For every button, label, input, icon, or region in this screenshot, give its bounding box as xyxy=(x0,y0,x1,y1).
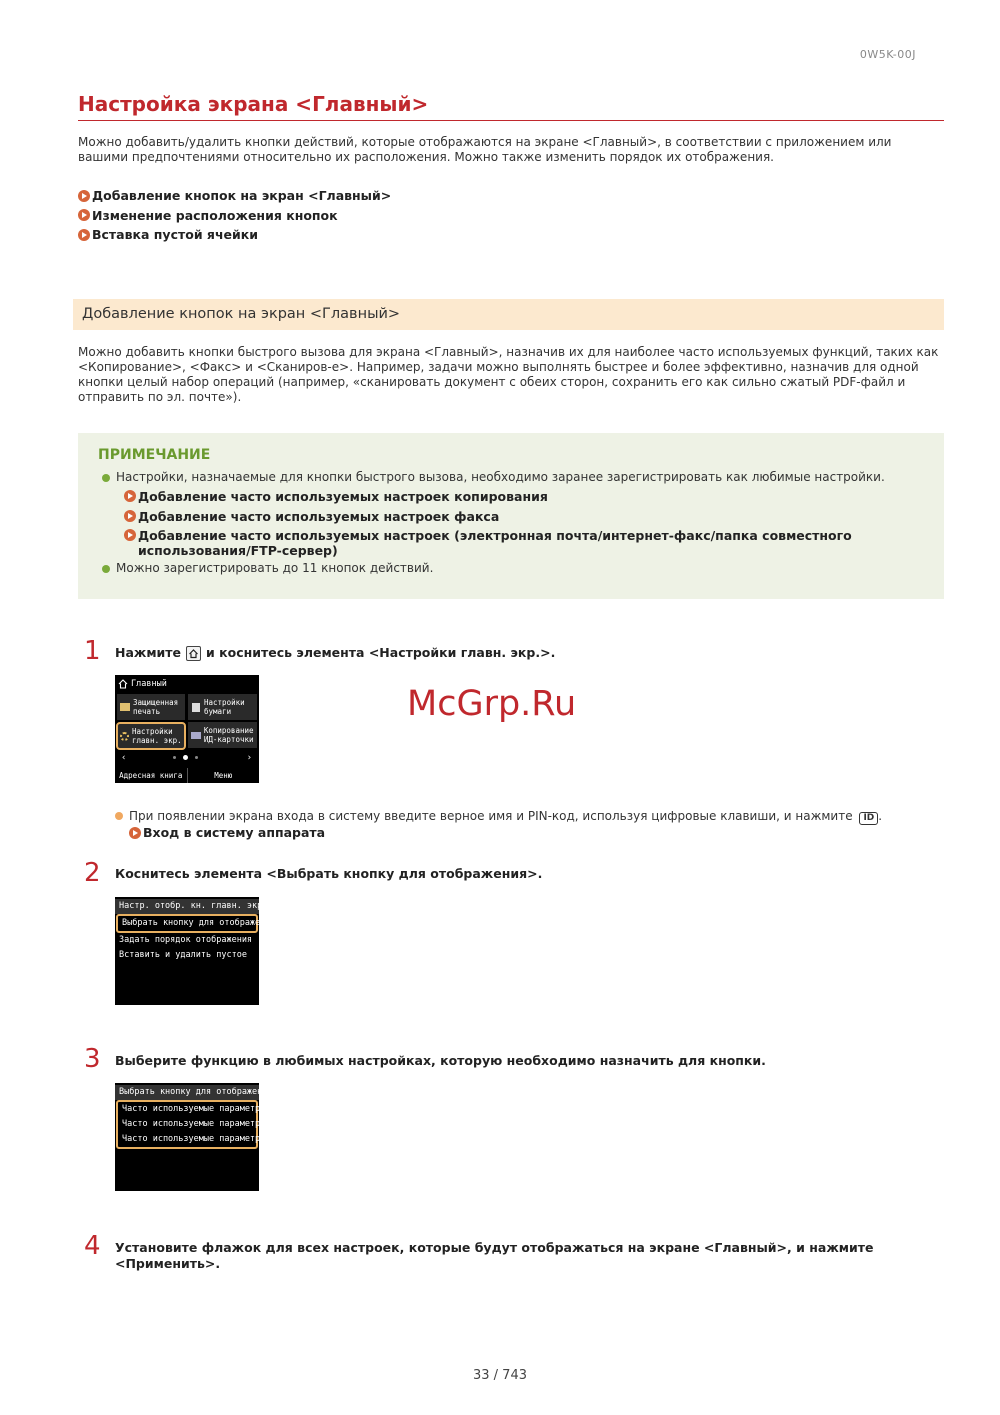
arrow-circle-icon xyxy=(124,490,136,502)
arrow-circle-icon xyxy=(78,209,90,221)
note-link-scan[interactable]: Добавление часто используемых настроек (электронная почта/интернет-факс/папка совместного использования/FTP-сервер) xyxy=(124,528,924,558)
step-number: 3 xyxy=(84,1044,101,1074)
toc-list xyxy=(78,186,944,245)
step-number: 4 xyxy=(84,1231,101,1261)
arrow-circle-icon xyxy=(129,827,141,839)
lcd-item-order[interactable]: Задать порядок отображения xyxy=(119,935,253,945)
intro-text: Можно добавить/удалить кнопки действий, которые отображаются на экране <Главный>, в соответствии с приложением или вашими предпочтениями относительно их расположения. Можно также изменить порядок их отображения. xyxy=(78,135,892,164)
toc-link-blank-cell[interactable]: Вставка пустой ячейки xyxy=(78,225,944,245)
lcd-item-copy-fav[interactable]: Часто используемые параметры к xyxy=(122,1104,276,1114)
watermark: McGrp.Ru xyxy=(407,684,577,724)
note-links xyxy=(124,489,924,563)
step-number: 1 xyxy=(84,636,101,666)
lcd-footer xyxy=(115,768,259,783)
lcd-header: Главный xyxy=(115,675,259,692)
lcd-button-home-settings[interactable]: Настройки главн. экр. xyxy=(116,722,186,750)
lcd-button-secure-print[interactable]: Защищенная печать xyxy=(117,694,185,720)
step-1-tip-link[interactable]: Вход в систему аппарата xyxy=(129,823,325,842)
note-link-fax[interactable]: Добавление часто используемых настроек факса xyxy=(124,509,924,524)
toc-link-add-buttons[interactable]: Добавление кнопок на экран <Главный> xyxy=(78,186,944,206)
step-4-text: Установите флажок для всех настроек, которые будут отображаться на экране <Главный>, и нажмите <Применить>. xyxy=(115,1240,874,1271)
bullet-dot-icon xyxy=(102,565,110,573)
settings-screen-lcd xyxy=(115,897,276,1005)
chevron-right-icon[interactable]: › xyxy=(246,753,252,763)
section-title: Добавление кнопок на экран <Главный> xyxy=(82,306,401,322)
paper-icon xyxy=(192,703,200,712)
note-bullet: Настройки, назначаемые для кнопки быстрого вызова, необходимо заранее зарегистрировать как любимые настройки. xyxy=(102,470,932,485)
arrow-circle-icon xyxy=(78,190,90,202)
arrow-circle-icon xyxy=(124,529,136,541)
pager-dot xyxy=(173,756,176,759)
pager-dot-active xyxy=(183,755,188,760)
lcd-item-select-button[interactable]: Выбрать кнопку для отображения xyxy=(116,914,258,933)
section-text: Можно добавить кнопки быстрого вызова для экрана <Главный>, назначив их для наиболее часто используемых функций, таких как <Копирование>, <Факс> и <Сканиров-е>. Например, задачи можно выполнять быстрее и более эффективно, назначив для одной кнопки целый набор операций (например, «сканировать документ с обеих сторон, сохранить его как сильно сжатый PDF-файл и отправить по эл. почте»). xyxy=(78,345,939,404)
bullet-dot-icon xyxy=(102,474,110,482)
lcd-menu-button[interactable]: Меню xyxy=(214,771,233,780)
pager-dot xyxy=(195,756,198,759)
toc-link-rearrange[interactable]: Изменение расположения кнопок xyxy=(78,206,944,226)
lcd-item-scan-fav[interactable]: Часто используемые параметры с xyxy=(122,1134,276,1144)
lcd-favorites-group xyxy=(116,1100,276,1149)
note-bullet: Можно зарегистрировать до 11 кнопок действий. xyxy=(102,561,932,576)
lcd-button-paper-settings[interactable]: Настройки бумаги xyxy=(188,694,257,720)
home-key-icon xyxy=(186,646,201,661)
printer-icon xyxy=(120,703,130,711)
arrow-circle-icon xyxy=(78,229,90,241)
gear-icon xyxy=(120,732,129,741)
lcd-header: Настр. отобр. кн. главн. экр. xyxy=(115,899,259,914)
lcd-button-id-copy[interactable]: Копирование ИД-карточки xyxy=(188,722,257,748)
tip-dot-icon xyxy=(115,812,123,820)
id-key-icon: ID xyxy=(859,812,878,825)
step-1-text: Нажмите и коснитесь элемента <Настройки главн. экр.>. xyxy=(115,645,556,660)
step-number: 2 xyxy=(84,858,101,888)
lcd-item-fax-fav[interactable]: Часто используемые параметры ф xyxy=(122,1119,276,1129)
step-2-text: Коснитесь элемента <Выбрать кнопку для отображения>. xyxy=(115,866,543,881)
lcd-header: Выбрать кнопку для отображения xyxy=(115,1085,259,1100)
id-card-icon xyxy=(191,732,201,739)
title-divider xyxy=(78,120,944,121)
note-heading: ПРИМЕЧАНИЕ xyxy=(98,447,211,463)
lcd-pager xyxy=(115,752,259,764)
step-1-tip: При появлении экрана входа в систему введите верное имя и PIN-код, используя цифровые клавиши, и нажмите ID . xyxy=(115,809,925,825)
note-link-copy[interactable]: Добавление часто используемых настроек копирования xyxy=(124,489,924,504)
chevron-left-icon[interactable]: ‹ xyxy=(121,753,127,763)
favorites-screen-lcd xyxy=(115,1083,276,1191)
document-code: 0W5K-00J xyxy=(859,48,916,61)
arrow-circle-icon xyxy=(124,510,136,522)
lcd-address-book-button[interactable]: Адресная книга xyxy=(115,768,188,783)
step-3-text: Выберите функцию в любимых настройках, которую необходимо назначить для кнопки. xyxy=(115,1053,766,1068)
home-screen-lcd xyxy=(115,675,259,783)
home-icon xyxy=(118,679,128,689)
page-title: Настройка экрана <Главный> xyxy=(78,92,429,116)
page-number: 33 / 743 xyxy=(473,1368,527,1383)
lcd-item-blank[interactable]: Вставить и удалить пустое xyxy=(119,950,247,960)
